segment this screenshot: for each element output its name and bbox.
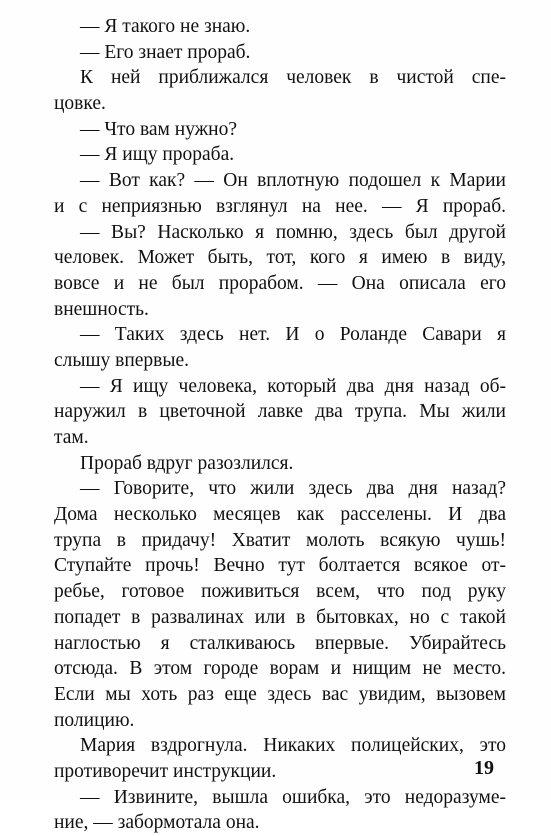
text-line: внешность. (54, 298, 149, 320)
text-line: противоречит инструкции. (54, 760, 277, 782)
text-line: вовсе и не был прорабом. — Она описала его (54, 272, 506, 294)
page-number: 19 (474, 757, 494, 779)
text-line: полицию. (54, 709, 135, 731)
text-line: К ней приближался человек в чистой спе- (80, 67, 506, 89)
text-line: ребье, готовое поживиться всем, что под руку (54, 581, 506, 603)
text-line: Прораб вдруг разозлился. (80, 452, 294, 474)
text-line: ние, — забормотала она. (54, 812, 260, 834)
text-line: Дома несколько месяцев как расселены. И два (54, 504, 506, 526)
text-line: цовке. (54, 93, 106, 115)
text-line: Мария вздрогнула. Никаких полицейских, это (80, 735, 506, 757)
text-line: — Что вам нужно? (80, 118, 237, 140)
text-line: трупа в придачу! Хватит молоть всякую чушь! (54, 529, 506, 551)
text-line: — Говорите, что жили здесь два дня назад? (80, 478, 506, 500)
text-line: и с неприязнью взглянул на нее. — Я прораб. (54, 195, 506, 217)
text-line: Ступайте прочь! Вечно тут болтается всякое от- (54, 555, 506, 577)
text-line: человек. Может быть, тот, кого я имею в виду, (54, 247, 506, 269)
text-line: — Извините, вышла ошибка, это недоразуме- (80, 786, 506, 808)
text-line: наглостью я сталкиваюсь впервые. Убирайтесь (54, 632, 506, 654)
text-line: — Я ищу прораба. (80, 144, 235, 166)
text-line: — Я ищу человека, который два дня назад об- (80, 375, 506, 397)
text-line: — Я такого не знаю. (80, 16, 251, 37)
text-line: там. (54, 427, 89, 448)
text-line: — Таких здесь нет. И о Роланде Савари я (80, 324, 506, 346)
text-line: — Вот как? — Он вплотную подошел к Марии (80, 170, 506, 192)
text-line: наружил в цветочной лавке два трупа. Мы жили (54, 401, 506, 423)
text-line: — Его знает прораб. (80, 41, 251, 63)
text-line: слышу впервые. (54, 349, 190, 371)
page-text (54, 14, 506, 836)
text-line: — Вы? Насколько я помню, здесь был другой (80, 221, 506, 243)
text-line: Если мы хоть раз еще здесь вас увидим, вызовем (54, 683, 506, 705)
text-line: попадет в развалинах или в бытовках, но с такой (54, 606, 506, 628)
text-line: отсюда. В этом городе ворам и нищим не место. (54, 658, 506, 680)
